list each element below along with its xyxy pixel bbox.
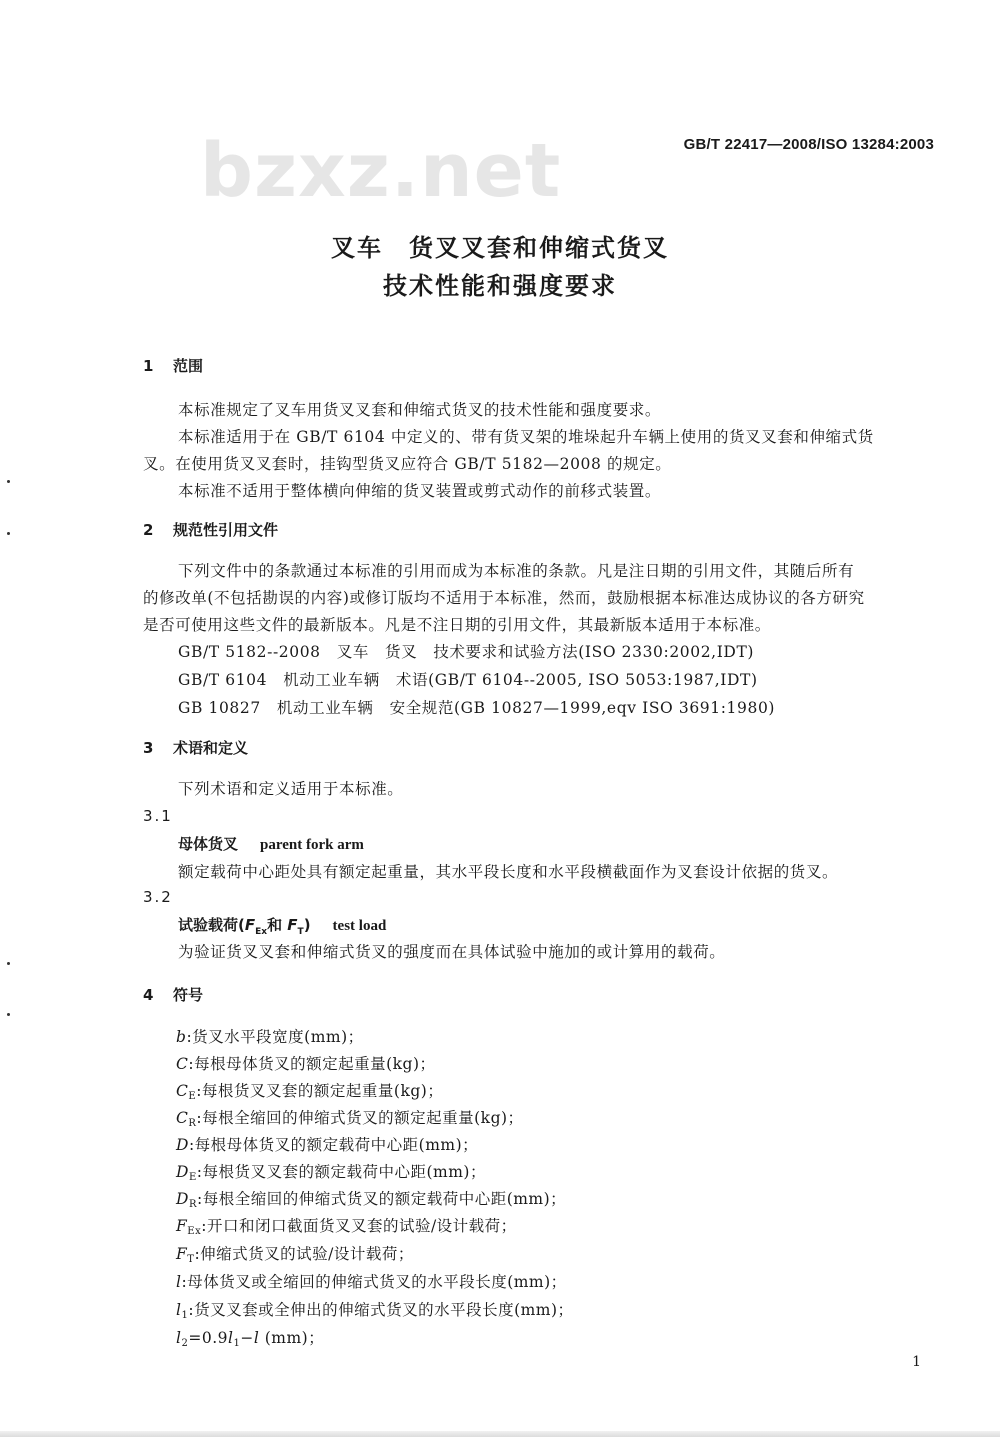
paragraph: 叉。在使用货叉叉套时，挂钩型货叉应符合 GB/T 5182—2008 的规定。 — [143, 455, 672, 473]
symbol: C — [176, 1082, 189, 1100]
paragraph: 下列文件中的条款通过本标准的引用而成为本标准的条款。凡是注日期的引用文件，其随后所有 — [178, 562, 855, 580]
symbol-text: − — [240, 1329, 254, 1347]
paragraph: 本标准规定了叉车用货叉叉套和伸缩式货叉的技术性能和强度要求。 — [178, 401, 662, 419]
paragraph: 的修改单(不包括勘误的内容)或修订版均不适用于本标准，然而，鼓励根据本标准达成协议的各方研究 — [143, 589, 865, 607]
paragraph: 本标准不适用于整体横向伸缩的货叉装置或剪式动作的前移式装置。 — [178, 482, 662, 500]
section-title: 符号 — [173, 986, 204, 1004]
watermark: bzxz.net — [200, 128, 562, 214]
symbol-text: :每根母体货叉的额定起重量(kg)； — [188, 1055, 436, 1073]
section-title: 规范性引用文件 — [173, 521, 279, 539]
term-symbol: F — [287, 916, 298, 934]
symbol-definition — [176, 1214, 517, 1237]
term-definition: 额定载荷中心距处具有额定起重量，其水平段长度和水平段横截面作为叉套设计依据的货叉。 — [178, 863, 839, 881]
term-cn: ) — [303, 916, 311, 934]
symbol-text: :每根全缩回的伸缩式货叉的额定起重量(kg)； — [196, 1109, 524, 1127]
symbol: F — [176, 1245, 188, 1263]
symbol-definition — [176, 1270, 567, 1293]
symbol-text: :伸缩式货叉的试验/设计载荷； — [194, 1245, 414, 1263]
paragraph: 下列术语和定义适用于本标准。 — [178, 780, 404, 798]
reference-item: GB/T 5182--2008 叉车 货叉 技术要求和试验方法(ISO 2330:2002,IDT) — [178, 643, 755, 661]
symbol-text: (mm)； — [259, 1329, 325, 1347]
symbol-subscript: E — [188, 1091, 197, 1102]
symbol: l — [176, 1301, 182, 1319]
symbol-text: :货叉叉套或全伸出的伸缩式货叉的水平段长度(mm)； — [188, 1301, 574, 1319]
symbol-definition — [176, 1242, 414, 1265]
symbol: F — [176, 1217, 188, 1235]
term-entry — [178, 914, 386, 937]
symbol: l — [176, 1329, 182, 1347]
symbol-subscript: E — [188, 1172, 197, 1183]
symbol: C — [176, 1055, 189, 1073]
document-title-line1: 叉车 货叉叉套和伸缩式货叉 — [331, 234, 669, 262]
symbol-text: =0.9 — [188, 1329, 228, 1347]
standard-code: GB/T 22417—2008/ISO 13284:2003 — [683, 136, 934, 153]
term-en: test load — [332, 918, 387, 934]
term-en: parent fork arm — [260, 837, 364, 853]
symbol: D — [176, 1190, 189, 1208]
margin-mark — [7, 480, 10, 483]
symbol-definition — [176, 1160, 486, 1183]
symbol-definition — [176, 1133, 478, 1156]
reference-item: GB 10827 机动工业车辆 安全规范(GB 10827—1999,eqv ISO 3691:1980) — [178, 699, 776, 717]
symbol-subscript: R — [188, 1118, 197, 1129]
symbol: D — [176, 1163, 189, 1181]
symbol-definition — [176, 1187, 566, 1210]
section-number: 3 — [143, 739, 154, 757]
symbol-definition — [176, 1025, 364, 1048]
margin-mark — [7, 962, 10, 965]
symbol-text: :每根货叉叉套的额定起重量(kg)； — [196, 1082, 444, 1100]
section-3-heading — [143, 737, 248, 758]
clause-number: 3.1 — [143, 807, 173, 825]
symbol-definition — [176, 1298, 574, 1321]
symbol: l — [227, 1329, 234, 1347]
margin-mark — [7, 532, 10, 535]
term-cn: 试验载荷( — [178, 916, 245, 934]
symbol-subscript: R — [188, 1199, 197, 1210]
document-title-line2: 技术性能和强度要求 — [383, 272, 617, 300]
page-number: 1 — [912, 1354, 921, 1370]
symbol-subscript: 1 — [233, 1338, 241, 1349]
symbol: C — [176, 1109, 189, 1127]
section-4-heading — [143, 984, 203, 1005]
symbol-text: :每根货叉叉套的额定载荷中心距(mm)； — [196, 1163, 486, 1181]
term-subscript: T — [297, 927, 304, 937]
symbol: b — [176, 1028, 187, 1046]
symbol-definition — [176, 1326, 324, 1349]
symbol-definition — [176, 1052, 436, 1075]
term-definition: 为验证货叉叉套和伸缩式货叉的强度而在具体试验中施加的或计算用的载荷。 — [178, 943, 726, 961]
symbol-text: :母体货叉或全缩回的伸缩式货叉的水平段长度(mm)； — [181, 1273, 567, 1291]
section-title: 范围 — [173, 357, 204, 375]
term-symbol: F — [244, 916, 256, 934]
section-number: 1 — [143, 357, 154, 375]
term-cn: 母体货叉 — [178, 835, 239, 853]
symbol: D — [176, 1136, 189, 1154]
section-1-heading — [143, 355, 203, 376]
symbol-subscript: T — [187, 1254, 195, 1265]
section-number: 4 — [143, 986, 154, 1004]
paragraph: 本标准适用于在 GB/T 6104 中定义的、带有货叉架的堆垛起升车辆上使用的货叉叉套和伸缩式货 — [178, 428, 874, 446]
symbol: l — [253, 1329, 260, 1347]
paragraph: 是否可使用这些文件的最新版本。凡是不注日期的引用文件，其最新版本适用于本标准。 — [143, 616, 771, 634]
symbol-definition — [176, 1106, 524, 1129]
symbol-text: :每根全缩回的伸缩式货叉的额定载荷中心距(mm)； — [196, 1190, 567, 1208]
symbol-subscript: 1 — [181, 1310, 189, 1321]
page-edge — [0, 1431, 1000, 1437]
term-cn: 和 — [267, 916, 288, 934]
symbol-text: :每根母体货叉的额定载荷中心距(mm)； — [188, 1136, 479, 1154]
term-subscript: Ex — [255, 927, 268, 937]
reference-item: GB/T 6104 机动工业车辆 术语(GB/T 6104--2005, ISO 5053:1987,IDT) — [178, 671, 758, 689]
symbol-definition — [176, 1079, 443, 1102]
symbol-text: :开口和闭口截面货叉叉套的试验/设计载荷； — [201, 1217, 517, 1235]
section-number: 2 — [143, 521, 154, 539]
section-title: 术语和定义 — [173, 739, 249, 757]
clause-number: 3.2 — [143, 888, 173, 906]
term-entry — [178, 833, 364, 854]
section-2-heading — [143, 519, 278, 540]
margin-mark — [7, 1013, 10, 1016]
symbol-text: :货叉水平段宽度(mm)； — [186, 1028, 364, 1046]
symbol-subscript: Ex — [187, 1226, 202, 1237]
symbol: l — [176, 1273, 182, 1291]
symbol-subscript: 2 — [181, 1338, 189, 1349]
